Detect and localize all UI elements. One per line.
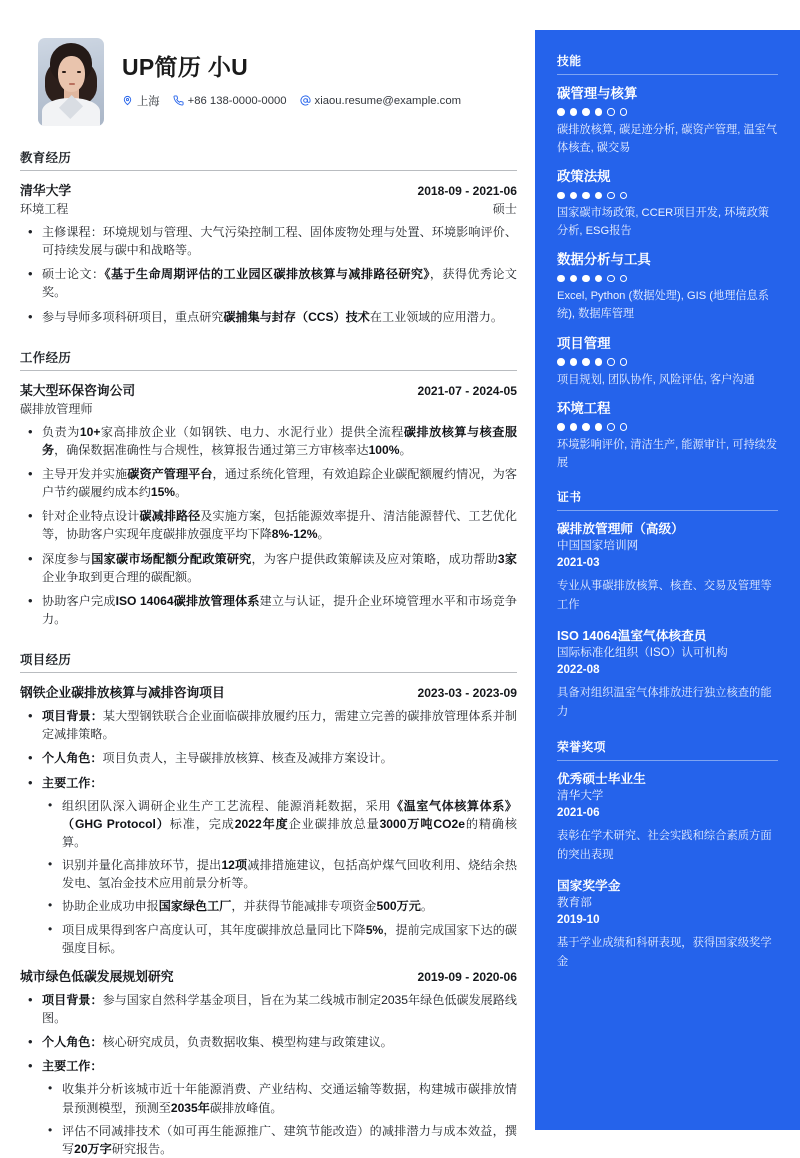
sub-bullet-list: [42, 1080, 517, 1158]
list-item: • 负责为10+家高排放企业（如钢铁、电力、水泥行业）提供全流程碳排放核算与核查服务，确保数据准确性与合规性，核算报告通过第三方审核率达100%。: [20, 423, 517, 459]
contact-list: [122, 93, 461, 109]
entry-title: 清华大学: [20, 183, 72, 198]
list-item: • 收集并分析该城市近十年能源消费、产业结构、交通运输等数据，构建城市碳排放情景预测模型，预测至2035年碳排放峰值。: [42, 1080, 517, 1116]
sidebar-heading: 技能: [557, 52, 778, 75]
phone-text: +86 138-0000-0000: [187, 94, 287, 107]
list-item: • 个人角色：核心研究成员，负责数据收集、模型构建与政策建议。: [20, 1033, 517, 1051]
list-item: • 参与导师多项科研项目，重点研究碳捕集与封存（CCS）技术在工业领域的应用潜力。: [20, 308, 517, 326]
sidebar-wrapper: [535, 0, 800, 1130]
list-item: • 评估不同减排技术（如可再生能源推广、建筑节能改造）的减排潜力与成本效益，撰写20万字研究报告。: [42, 1122, 517, 1158]
list-item: • 协助客户完成ISO 14064碳排放管理体系建立与认证，提升企业环境管理水平和市场竞争力。: [20, 592, 517, 628]
entry-title: 城市绿色低碳发展规划研究: [20, 968, 174, 984]
list-item: • 协助企业成功申报国家绿色工厂，并获得节能减排专项资金500万元。: [42, 897, 517, 915]
entry-date: 2023-03 - 2023-09: [417, 686, 517, 701]
list-item: • 组织团队深入调研企业生产工艺流程、能源消耗数据，采用《温室气体核算体系》（GHG Protocol）标准，完成2022年度企业碳排放总量3000万吨CO2e的精确核算。: [42, 797, 517, 851]
skill-item: [557, 335, 778, 389]
skill-rating: [557, 358, 778, 366]
list-item: • 项目背景：某大型钢铁联合企业面临碳排放履约压力，需建立完善的碳排放管理体系并制定减排策略。: [20, 707, 517, 743]
list-item: • 主修课程：环境规划与管理、大气污染控制工程、固体废物处理与处置、环境影响评价、可持续发展与碳中和战略等。: [20, 223, 517, 259]
certificate-desc: 具备对组织温室气体排放进行独立核查的能力: [557, 686, 772, 718]
list-item: • 项目背景：参与国家自然科学基金项目，旨在为某二线城市制定2035年绿色低碳发展路线图。: [20, 991, 517, 1027]
certificate-date: 2021-03: [557, 555, 600, 569]
sub-bullet-list: [42, 797, 517, 957]
skill-detail: 碳排放核算, 碳足迹分析, 碳资产管理, 温室气体核查, 碳交易: [557, 123, 778, 155]
certificate-desc: 专业从事碳排放核算、核查、交易及管理等工作: [557, 579, 772, 611]
bullet-list: [20, 223, 517, 326]
skill-detail: Excel, Python (数据处理), GIS (地理信息系统), 数据库管理: [557, 290, 769, 321]
skill-item: [557, 400, 778, 472]
entry-subtitle: 环境工程: [20, 202, 69, 216]
skill-name: 政策法规: [557, 169, 611, 185]
section-heading: 项目经历: [20, 650, 517, 673]
skill-detail: 环境影响评价, 清洁生产, 能源审计, 可持续发展: [557, 438, 778, 469]
email-at-icon: [300, 95, 311, 106]
location-text: 上海: [137, 95, 160, 108]
list-item: • 主要工作： • 收集并分析该城市近十年能源消费、产业结构、交通运输等数据，构建城市碳排放情景预测模型，预测至2035年碳排放峰值。 • 评估不同减排技术（如可再生能源推广、建筑节能改造）的减排潜力与成本效益，撰写20万字研究报告。: [20, 1057, 517, 1158]
certificate-name: 碳排放管理师（高级）: [557, 521, 684, 536]
resume-header: [20, 38, 517, 126]
section-education: [20, 148, 517, 326]
skill-item: [557, 85, 778, 157]
sidebar-section-awards: [557, 738, 778, 972]
candidate-name: UP简历 小U: [122, 54, 249, 80]
list-item: • 硕士论文：《基于生命周期评估的工业园区碳排放核算与减排路径研究》，获得优秀论文奖。: [20, 265, 517, 301]
sidebar-heading: 证书: [557, 488, 778, 511]
list-item: • 主导开发并实施碳资产管理平台，通过系统化管理，有效追踪企业碳配额履约情况，为客户节约碳履约成本约15%。: [20, 465, 517, 501]
skill-detail: 项目规划, 团队协作, 风险评估, 客户沟通: [557, 373, 755, 386]
section-work: [20, 348, 517, 628]
skill-detail: 国家碳市场政策, CCER项目开发, 环境政策分析, ESG报告: [557, 207, 769, 238]
list-item: • 深度参与国家碳市场配额分配政策研究，为客户提供政策解读及应对策略，成功帮助3家企业争取到更合理的碳配额。: [20, 550, 517, 586]
contact-phone: [173, 95, 287, 107]
award-date: 2019-10: [557, 913, 600, 927]
sidebar-section-certificates: [557, 488, 778, 722]
award-name: 优秀硕士毕业生: [557, 772, 646, 787]
award-name: 国家奖学金: [557, 879, 621, 894]
entry-date: 2018-09 - 2021-06: [417, 184, 517, 198]
list-item: • 针对企业特点设计碳减排路径及实施方案，包括能源效率提升、清洁能源替代、工艺优化等，协助客户实现年度碳排放强度平均下降8%-12%。: [20, 507, 517, 543]
certificate-org: 中国国家培训网: [557, 539, 639, 553]
award-org: 教育部: [557, 896, 592, 910]
certificate-org: 国际标准化组织（ISO）认可机构: [557, 646, 728, 660]
skill-item: [557, 251, 778, 323]
award-item: [557, 878, 778, 972]
bullet-list: [20, 423, 517, 628]
list-item: • 主要工作： • 组织团队深入调研企业生产工艺流程、能源消耗数据，采用《温室气体核算体系》（GHG Protocol）标准，完成2022年度企业碳排放总量3000万吨CO2e的精确核算。 • 识别并量化高排放环节，提出12项减排措施建议，包括高炉煤气回收利用、烧结余热发电、氢冶金技术应用前景分析等。 • 协助企业成功申报国家绿色工厂，并获得节能减排专项资金500万元。 • 项目成果得到客户高度认可，其年度碳排放总量同比下降5%，提前完成国家下达的碳强度目标。: [20, 774, 517, 957]
avatar-photo: [38, 38, 104, 126]
skill-name: 环境工程: [557, 400, 611, 416]
skill-rating: [557, 108, 778, 116]
email-text: xiaou.resume@example.com: [314, 94, 462, 107]
entry-title: 钢铁企业碳排放核算与减排咨询项目: [20, 685, 225, 701]
list-item: • 个人角色：项目负责人，主导碳排放核算、核查及减排方案设计。: [20, 749, 517, 767]
skill-rating: [557, 192, 778, 200]
contact-location: [122, 93, 160, 109]
bullet-list: [20, 991, 517, 1158]
award-date: 2021-06: [557, 806, 600, 820]
entry-date: 2021-07 - 2024-05: [417, 383, 517, 398]
certificate-item: [557, 521, 778, 615]
skill-name: 碳管理与核算: [557, 86, 638, 101]
sidebar-section-skills: [557, 52, 778, 472]
award-desc: 表彰在学术研究、社会实践和综合素质方面的突出表现: [557, 829, 772, 862]
certificate-item: [557, 628, 778, 722]
skill-rating: [557, 423, 778, 431]
skill-name: 数据分析与工具: [557, 252, 651, 268]
work-entry: [20, 380, 517, 628]
sidebar: [535, 30, 800, 1130]
contact-email: [300, 95, 461, 107]
award-item: [557, 771, 778, 865]
award-org: 清华大学: [557, 789, 604, 803]
entry-subtitle: 碳排放管理师: [20, 401, 93, 416]
section-heading: 教育经历: [20, 148, 517, 171]
section-projects: [20, 650, 517, 1158]
header-text: [122, 38, 461, 109]
location-pin-icon: [122, 95, 133, 106]
skill-name: 项目管理: [557, 335, 611, 351]
list-item: • 识别并量化高排放环节，提出12项减排措施建议，包括高炉煤气回收利用、烧结余热发电、氢冶金技术应用前景分析等。: [42, 856, 517, 892]
phone-icon: [173, 95, 184, 106]
award-desc: 基于学业成绩和科研表现，获得国家级奖学金: [557, 937, 772, 969]
section-heading: 工作经历: [20, 348, 517, 371]
project-entry: [20, 966, 517, 1158]
list-item: • 项目成果得到客户高度认可，其年度碳排放总量同比下降5%，提前完成国家下达的碳强度目标。: [42, 921, 517, 957]
project-entry: [20, 682, 517, 957]
certificate-name: ISO 14064温室气体核查员: [557, 629, 707, 644]
skill-rating: [557, 275, 778, 283]
certificate-date: 2022-08: [557, 662, 600, 676]
entry-degree: 硕士: [492, 202, 517, 216]
bullet-list: [20, 707, 517, 957]
entry-title: 某大型环保咨询公司: [20, 382, 136, 398]
entry-date: 2019-09 - 2020-06: [417, 969, 517, 984]
skill-item: [557, 168, 778, 240]
education-entry: [20, 180, 517, 326]
sidebar-heading: 荣誉奖项: [557, 738, 778, 761]
